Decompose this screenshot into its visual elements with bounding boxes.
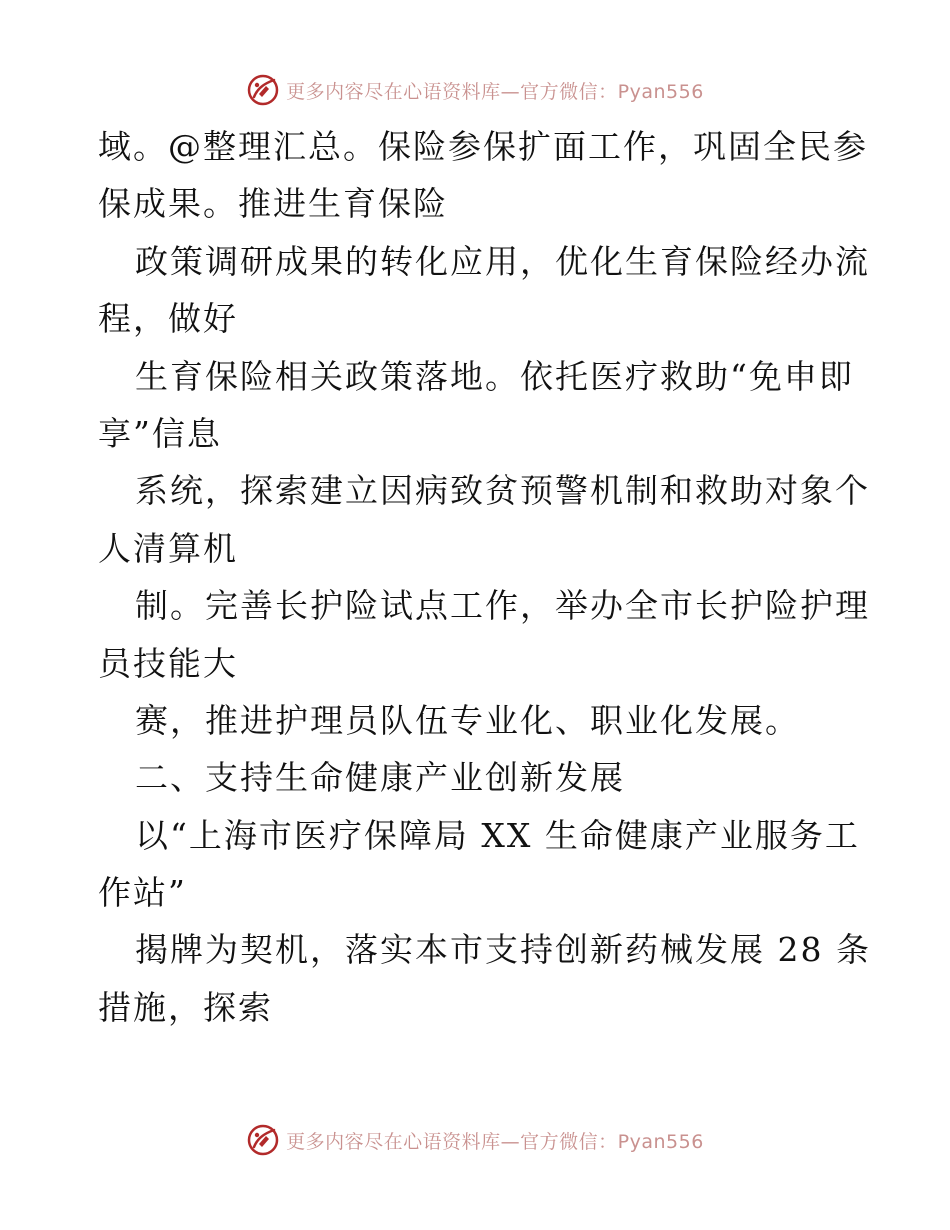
body-line: 作站”	[98, 873, 187, 913]
body-line: 享”信息	[98, 413, 222, 453]
header-watermark-text: 更多内容尽在心语资料库—官方微信：Pyan556	[286, 80, 704, 103]
brand-logo-icon	[246, 1123, 280, 1157]
body-line: 制。完善长护险试点工作，举办全市长护险护理	[135, 586, 870, 626]
body-line: 措施，探索	[98, 987, 273, 1027]
body-line: 赛，推进护理员队伍专业化、职业化发展。	[135, 700, 800, 740]
body-line: 生育保险相关政策落地。依托医疗救助“免申即	[135, 356, 854, 396]
document-body	[98, 118, 871, 1036]
body-line: 保成果。推进生育保险	[98, 184, 448, 224]
body-line: 以“上海市医疗保障局 XX 生命健康产业服务工	[135, 815, 860, 855]
body-line: 系统，探索建立因病致贫预警机制和救助对象个	[135, 471, 870, 511]
body-line: 程，做好	[98, 299, 238, 339]
body-line: 政策调研成果的转化应用，优化生育保险经办流	[135, 241, 870, 281]
footer-watermark-banner	[0, 1120, 950, 1160]
header-watermark-banner	[0, 70, 950, 110]
section-heading: 二、支持生命健康产业创新发展	[135, 758, 625, 798]
brand-logo-icon	[246, 73, 280, 107]
body-line: 员技能大	[98, 643, 238, 683]
footer-watermark-text: 更多内容尽在心语资料库—官方微信：Pyan556	[286, 1130, 704, 1153]
body-line: 揭牌为契机，落实本市支持创新药械发展 28 条	[135, 930, 871, 970]
body-line: 域。@整理汇总。保险参保扩面工作，巩固全民参	[98, 127, 868, 166]
body-line: 人清算机	[98, 528, 238, 568]
